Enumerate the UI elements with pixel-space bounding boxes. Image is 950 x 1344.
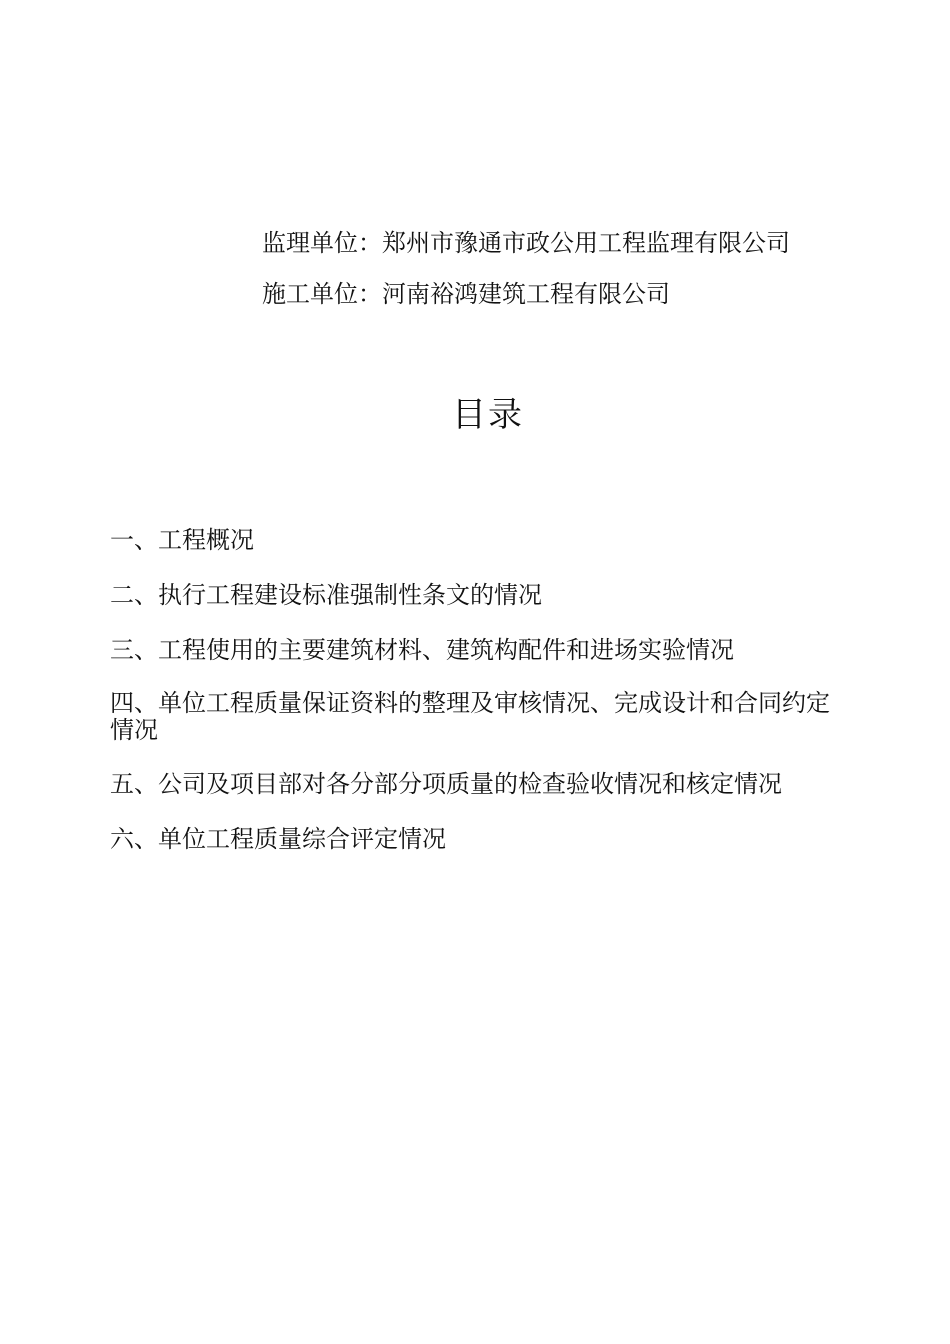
unit-info <box>262 226 790 328</box>
toc-title: 目录 <box>452 395 524 435</box>
toc-item-quality-docs: 四、单位工程质量保证资料的整理及审核情况、完成设计和合同约定情况 <box>110 689 830 744</box>
toc-item-evaluation: 六、单位工程质量综合评定情况 <box>110 825 446 853</box>
toc-item-overview: 一、工程概况 <box>110 526 254 554</box>
constructor-unit: 施工单位：河南裕鸿建筑工程有限公司 <box>262 280 670 308</box>
toc-item-mandatory-standards: 二、执行工程建设标准强制性条文的情况 <box>110 581 542 609</box>
toc-item-materials: 三、工程使用的主要建筑材料、建筑构配件和进场实验情况 <box>110 636 734 664</box>
supervisor-unit: 监理单位：郑州市豫通市政公用工程监理有限公司 <box>262 229 790 257</box>
toc-list <box>110 525 850 879</box>
toc-item-inspection: 五、公司及项目部对各分部分项质量的检查验收情况和核定情况 <box>110 770 782 798</box>
